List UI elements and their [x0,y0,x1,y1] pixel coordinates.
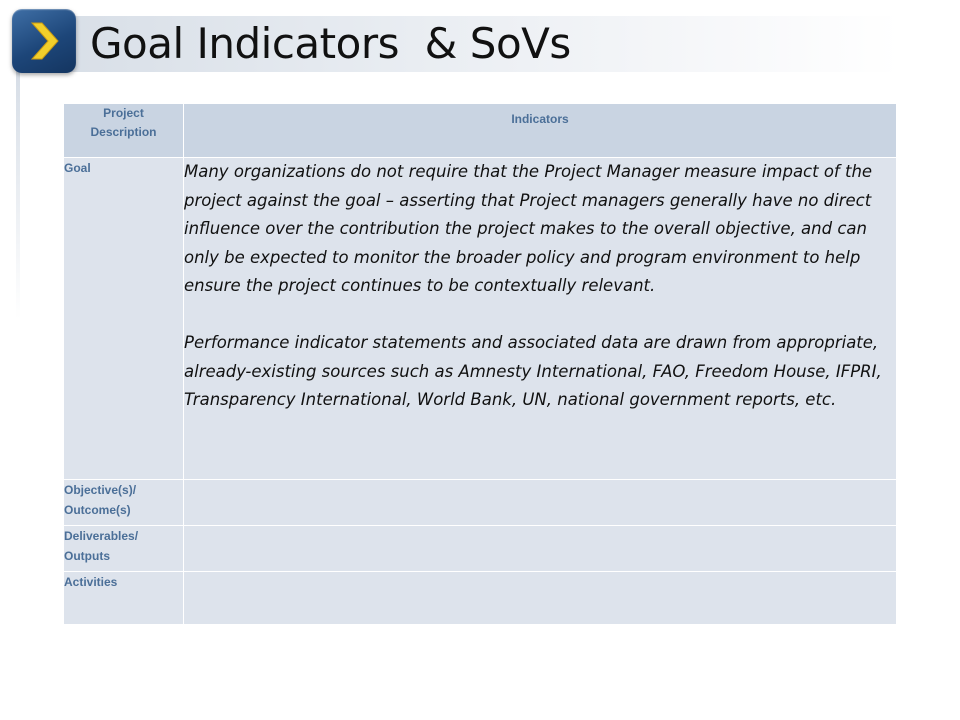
table-row-deliverables [64,526,897,572]
goal-paragraph: Performance indicator statements and associated data are drawn from appropriate, already-existing sources such as Amnesty International, FAO, Freedom House, IFPRI, Transparency International, World Bank, UN, national government reports, etc. [184,333,882,409]
indicator-table [63,103,897,625]
header-project-description [64,104,184,158]
row-label-objectives: Objective(s)/ Outcome(s) [64,480,184,526]
row-label-goal: Goal [64,158,184,480]
row-label-activities: Activities [64,572,184,625]
objectives-indicator-cell [184,480,897,526]
table-row-activities [64,572,897,625]
table-header-row [64,104,897,158]
decorative-left-bar [16,70,20,320]
slide-title: Goal Indicators & SoVs [90,19,571,68]
deliverables-indicator-cell [184,526,897,572]
activities-indicator-cell [184,572,897,625]
header-indicators-label: Indicators [511,112,569,126]
table-row-objectives [64,480,897,526]
chevron-right-icon [12,9,76,73]
row-label-deliverables: Deliverables/ Outputs [64,526,184,572]
header-indicators [184,104,897,158]
header-project-description-label: Project Description [90,106,157,139]
goal-paragraph: Many organizations do not require that the Project Manager measure impact of the project against the goal – asserting that Project managers generally have no direct influence over the contribution the project makes to the overall objective, and can only be expected to monitor the broader policy and program environment to help ensure the project continues to be contextually relevant. [184,162,873,295]
goal-indicator-cell [184,158,897,480]
table-row-goal [64,158,897,480]
